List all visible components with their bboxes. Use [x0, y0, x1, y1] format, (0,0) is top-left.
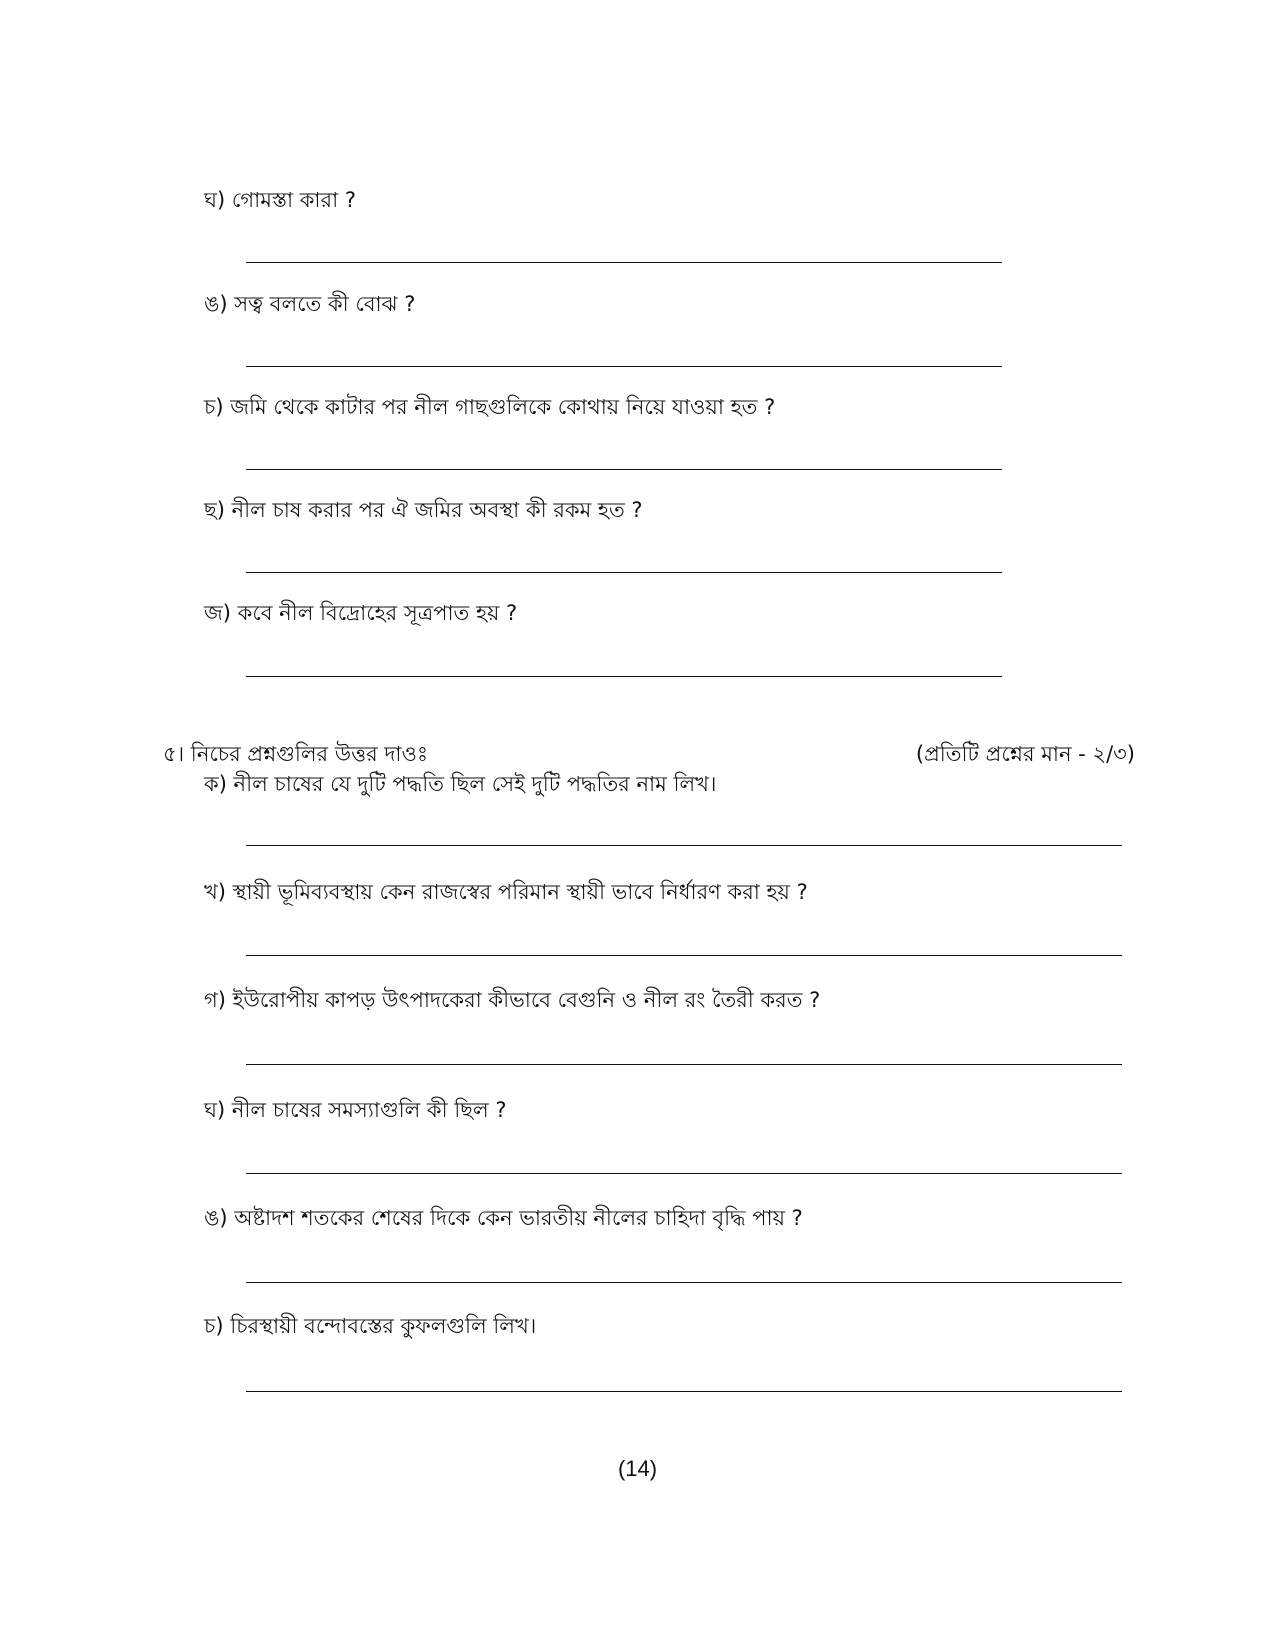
answer-line[interactable] [246, 845, 1122, 846]
answer-line[interactable] [246, 1282, 1122, 1283]
answer-line[interactable] [246, 262, 1002, 263]
question-gha: ঘ) গোমস্তা কারা ? [204, 188, 356, 212]
question-kha: খ) স্থায়ী ভূমিব্যবস্থায় কেন রাজস্বের পরিমান স্থায়ী ভাবে নির্ধারণ করা হয় ? [204, 880, 808, 904]
section-5-heading: ৫। নিচের প্রশ্নগুলির উত্তর দাওঃ [163, 742, 429, 766]
question-chha: ছ) নীল চাষ করার পর ঐ জমির অবস্থা কী রকম হত ? [204, 498, 643, 522]
question-gha-5: ঘ) নীল চাষের সমস্যাগুলি কী ছিল ? [204, 1098, 507, 1122]
answer-line[interactable] [246, 1173, 1122, 1174]
question-ka: ক) নীল চাষের যে দুটি পদ্ধতি ছিল সেই দুটি পদ্ধতির নাম লিখ। [204, 772, 717, 796]
question-cha: চ) জমি থেকে কাটার পর নীল গাছগুলিকে কোথায় নিয়ে যাওয়া হত ? [204, 395, 776, 419]
answer-line[interactable] [246, 572, 1002, 573]
answer-line[interactable] [246, 955, 1122, 956]
question-cha-5: চ) চিরস্থায়ী বন্দোবস্তের কুফলগুলি লিখ। [204, 1314, 537, 1338]
answer-line[interactable] [246, 1064, 1122, 1065]
question-umo-5: ঙ) অষ্টাদশ শতকের শেষের দিকে কেন ভারতীয় নীলের চাহিদা বৃদ্ধি পায় ? [204, 1206, 803, 1230]
answer-line[interactable] [246, 469, 1002, 470]
answer-line[interactable] [246, 1391, 1122, 1392]
answer-line[interactable] [246, 366, 1002, 367]
question-ga: গ) ইউরোপীয় কাপড় উৎপাদকেরা কীভাবে বেগুনি ও নীল রং তৈরী করত ? [204, 988, 821, 1012]
section-5-marks: (প্রতিটি প্রশ্নের মান - ২/৩) [915, 742, 1135, 766]
question-ja: জ) কবে নীল বিদ্রোহের সূত্রপাত হয় ? [204, 601, 518, 625]
question-umo: ঙ) সত্ব বলতে কী বোঝ ? [204, 292, 416, 316]
page-number: (14) [617, 1456, 658, 1481]
answer-line[interactable] [246, 676, 1002, 677]
